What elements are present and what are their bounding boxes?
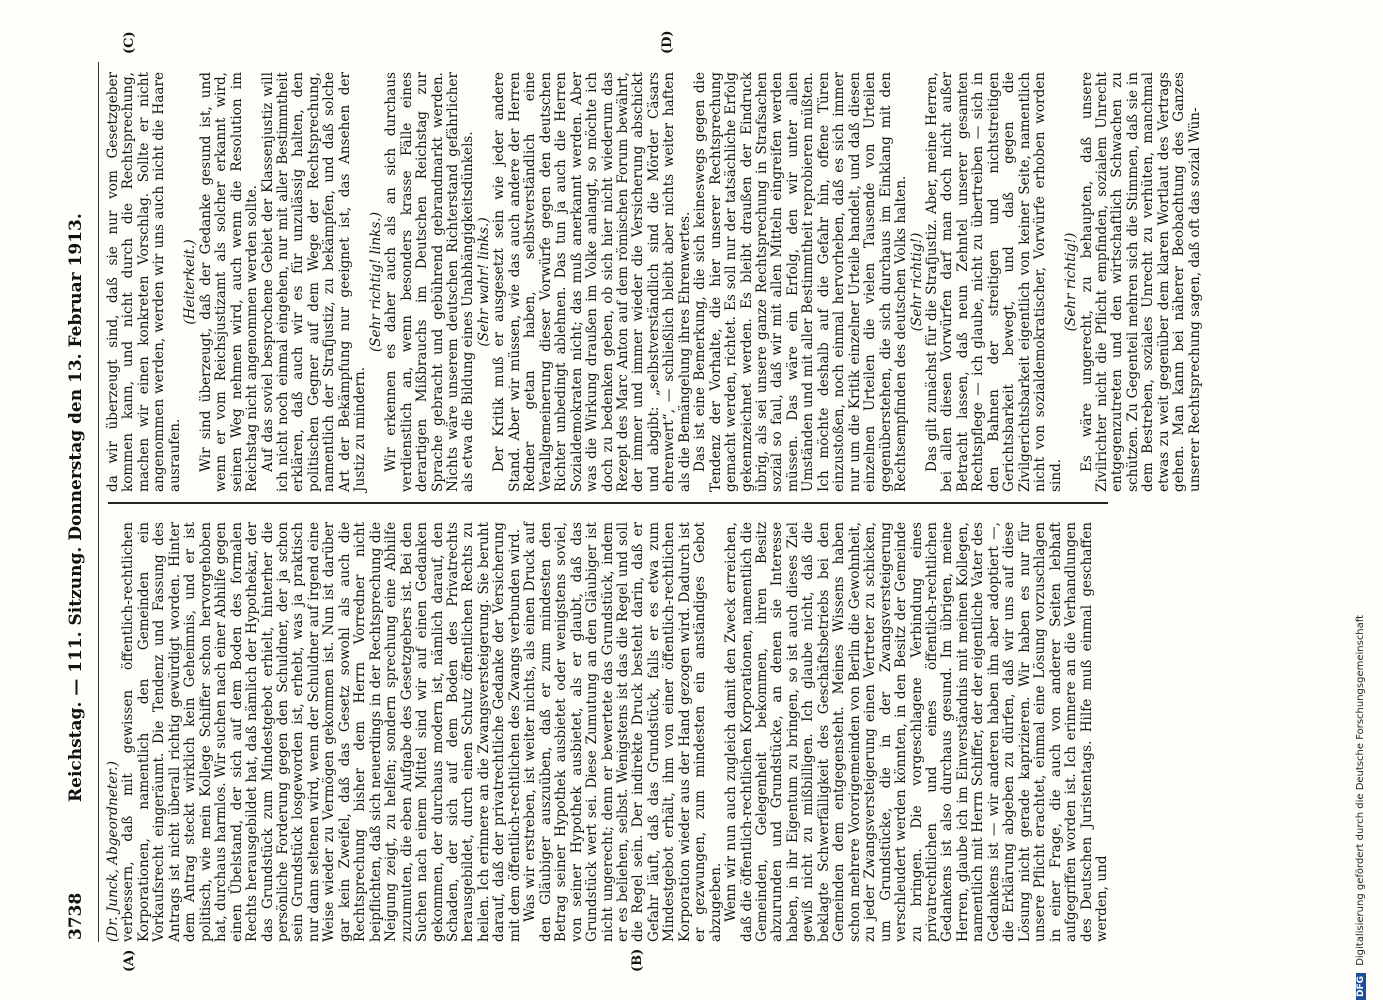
paragraph: Das gilt zunächst für die Strafjustiz. Aber, meine Herren, bei allen diesen Vorwürfen darf man doch nicht außer Betracht lassen, daß neun Zehntel unserer gesamten Rechtspflege — ich glaube, nicht zu übertreiben — sich in den Bahnen der streitigen und nichtstreitigen Gerichtsbarkeit bewegt, und daß gegen die Zivilgerichtsbarkeit eigentlich von keiner Seite, namentlich nicht von sozialdemokratischer, Vorwürfe erhoben worden sind. bbox=[924, 72, 1064, 492]
marker-c: (C) bbox=[122, 31, 137, 54]
speaker-label: (Dr. Junck, Abgeordneter.) bbox=[105, 761, 121, 942]
paragraph: Wenn wir nun auch zugleich damit den Zweck erreichen, daß die öffentlich-rechtlichen Korporationen, namentlich die Gemeinden, Gelegenheit bekommen, ihren Besitz abzurunden und Grundstücke, an denen sie Interesse haben, in ihr Eigentum zu bringen, so ist auch dieses Ziel gewiß nicht zu mißbilligen. Ich glaube nicht, daß die beklagte Schwerfälligkeit des Geschäftsbetriebs bei den Gemeinden dem entgegensteht. Meines Wissens haben schon mehrere Vororigemeinden von Berlin die Gewohnheit, zu jeder Zwangsversteigerung einen Vertreter zu schicken, um Grundstücke, die in der Zwangsversteigerung verschleudert werden könnten, in den Besitz der Gemeinde zu bringen. Die vorgeschlagene Verbindung eines privatrechtlichen und eines öffentlich-rechtlichen Gedankens ist also durchaus gesund. Im übrigen, meine Herren, glaube ich im Einverständnis mit meinen Kollegen, namentlich mit Herrn Schiffer, der der eigentliche Vater des Gedankens ist — wir anderen haben ihn aber adoptiert —, die Erklärung abgeben zu dürfen, daß wir uns auf diese Lösung nicht gerade kaprizieren. Wir haben es nur für unsere Pflicht erachtet, einmal eine Lösung vorzuschlagen in einer Frage, die auch von anderer Seiten lebhaft aufgegriffen worden ist. Ich erinnere an die Verhandlungen des Deutschen Juristentags. Hilfe muß einmal geschaffen werden, und bbox=[723, 522, 1110, 942]
digitization-footer bbox=[1355, 0, 1375, 1000]
running-title: Reichstag. — 111. Sitzung. Donnerstag den 13. Februar 1913. bbox=[66, 213, 86, 802]
paragraph: da wir überzeugt sind, daß sie nur vom Gesetzgeber kommen kann, und nicht durch die Rechtsprechung, machen wir einen konkreten Vorschlag. Sollte er nicht angenommen werden, werden wir uns auch nicht die Haare ausraufen. bbox=[105, 72, 183, 492]
dfg-logo: DFG bbox=[1356, 973, 1366, 1000]
paragraph: Auf das soviel besprochene Gebiet der Klassenjustiz will ich nicht noch einmal eingehen, nur mit aller Bestimmtheit erklären, daß auch wir es für unzulässig halten, den politischen Gegner auf dem Wege der Rechtsprechung, namentlich der Strafjustiz, zu bekämpfen, und daß solche Art der Bekämpfung nur geeignet ist, das Ansehen der Justiz zu mindern. bbox=[259, 72, 369, 492]
column-divider bbox=[108, 502, 1108, 504]
interjection: (Sehr richtig! links.) bbox=[367, 211, 384, 353]
right-column bbox=[105, 72, 1203, 492]
interjection: (Heiterkeit.) bbox=[182, 239, 199, 325]
paragraph: Wir sind überzeugt, daß der Gedanke gesund ist, und wenn er vom Reichsjustizamt als solcher erkannt wird, seinen Weg nehmen wird, auch wenn die Resolution im Reichstag nicht angenommen werden sollte. bbox=[197, 72, 261, 492]
paragraph: Das ist eine Bemerkung, die sich keineswegs gegen die Tendenz der Vorhalte, die hier unserer Rechtsprechung gemacht werden, richtet. Es soll nur der tatsächliche Erfolg gekennzeichnet werden. Es bleibt draußen der Eindruck übrig, als sei unsere ganze Rechtsprechung in Strafsachen sozial so faul, daß wir mit allen Mitteln eingreifen werden müssen. Das wäre ein Erfolg, den wir unter allen Umständen und mit aller Bestimmtheit reprobieren müßten. Ich möchte deshalb auf die Gefahr hin, offene Türen einzustoßen, noch einmal hervorheben, daß es sich immer nur um die Kritik einzelner Urteile handelt, und daß diesen einzelnen Urteilen die vielen Tausende von Urteilen gegenüberstehen, die sich durchaus im Einklang mit den Rechtsempfinden des deutschen Volks halten. bbox=[692, 72, 910, 492]
paragraph: verbessern, daß mit gewissen öffentlich-rechtlichen Korporationen, namentlich den Gemeinden ein Vorkaufsrecht eingeräumt. Die Tendenz und Fassung des Antrags ist nicht überall richtig gewürdigt worden. Hinter dem Antrag steckt wirklich kein Geheimnis, und er ist politisch, wie mein Kollege Schiffer schon hervorgehoben hat, durchaus harmlos. Wir suchen nach einer Abhilfe gegen einen Übelstand, der sich auf dem Boden des formalen Rechts herausgebildet hat, daß nämlich der Hypothekar, der das Grundstück zum Mindestgebot erhielt, hinterher die persönliche Forderung gegen den Schuldner, der ja schon sein Grundstück losgeworden ist, erhebt, was ja praktisch nur dann seltenen wird, wenn der Schuldner auf irgend eine Weise wieder zu Vermögen gekommen ist. Nun ist darüber gar kein Zweifel, daß das Gesetz sowohl als auch die Rechtsprechung bisher dem Herrn Vorredner nicht beipflichten, daß sich neuerdings in der Rechtsprechung die Neigung zeigt, zu helfen; sondern sprechung eine Abhilfe zuzumuten, die eben Aufgabe des Gesetzgebers ist. Bei den Suchen nach einem Mittel sind wir auf einen Gedanken gekommen, der durchaus modern ist, nämlich darauf, den Schaden, der sich auf dem Boden des Privatrechts herausgebildet, durch einen Schutz öffentlichen Rechts zu heilen. Ich erinnere an die Zwangsversteigerung. Sie beruht darauf, daß der privatrechtliche Gedanke der Versicherung mit dem öffentlich-rechtlichen des Zwangs verbunden wird. bbox=[120, 522, 523, 942]
marker-a: (A) bbox=[122, 949, 137, 972]
header-rule bbox=[98, 62, 99, 942]
marker-d: (D) bbox=[660, 30, 675, 54]
page-number: 3738 bbox=[66, 892, 86, 940]
interjection: (Sehr richtig!) bbox=[908, 232, 925, 332]
paragraph: Wir erkennen es daher auch als an sich durchaus verdienstlich an, wenn besonders krasse Fälle eines derartigen Mißbrauchs im Deutschen Reichstag zur Sprache gebracht und gebührend gebrandmarkt werden. Nichts wäre unserem deutschen Richterstand gefährlicher als etwa die Bildung eines Unabhängigkeitsdünkels. bbox=[383, 72, 477, 492]
interjection: (Sehr richtig!) bbox=[1063, 232, 1080, 332]
paragraph: Der Kritik muß er ausgesetzt sein wie jeder andere Stand. Aber wir müssen, wie das auch andere der Herren Redner getan haben, selbstverständlich eine Verallgemeinerung dieser Vorwürfe gegen den deutschen Richter unbedingt ablehnen. Das tun ja auch die Herren Sozialdemokraten nicht; das muß anerkannt werden. Aber was die Wirkung draußen im Volke anlangt, so möchte ich doch zu bedenken geben, ob sich hier nicht wiederum das Rezept des Marc Anton auf dem römischen Forum bewährt, der immer und immer wieder die Versicherung abschickt und abgibt: „selbstverständlich sind die Mörder Cäsars ehrenwert“, — schließlich bleibt aber nichts weiter haften als die Bemängelung ihres Ehrenwertes. bbox=[491, 72, 693, 492]
paragraph: Es wäre ungerecht, zu behaupten, daß unsere Zivilrichter nicht die Pflicht empfinden, sozialem Unrecht entgegenzutreten und den wirtschaftlich Schwachen zu schützen. Zu Gegenteil mehren sich die Stimmen, daß sie in dem Bestreben, soziales Unrecht zu verhüten, manchmal etwas zu weit gegenüber dem klaren Wortlaut des Vertrags gehen. Man kann bei näherer Beobachtung des Ganzes unserer Rechtsprechung sagen, daß oft das sozial Wün- bbox=[1078, 72, 1203, 492]
left-column bbox=[105, 522, 1110, 942]
page-body bbox=[60, 30, 1203, 972]
paragraph: Was wir erstreben, ist weiter nichts, als einen Druck auf den Gläubiger auszuüben, daß er zum mindesten den Betrag seiner Hypothek ausbietet oder wenigstens soviel, von seiner Hypothek ausbietet, als er glaubt, daß das Grundstück wert sei. Diese Zumutung an den Gläubiger ist nicht ungerecht; denn er bewertete das Grundstück, indem er es beliehen, selbst. Wenigstens ist das die Regel und soll die Regel sein. Der indirekte Druck besteht darin, daß er Gefahr läuft, daß das Grundstück, falls er es etwa zum Mindestgebot erhält, ihm von einer öffentlich-rechtlichen Korporation wieder aus der Hand gezogen wird. Dadurch ist er gezwungen, zum mindesten ein anständiges Gebot abzugeben. bbox=[522, 522, 724, 942]
interjection: (Sehr wahr! links.) bbox=[475, 217, 492, 347]
marker-b: (B) bbox=[630, 948, 645, 972]
footer-text: Digitalisierung gefördert durch die Deutsche Forschungsgemeinschaft bbox=[1355, 614, 1366, 966]
